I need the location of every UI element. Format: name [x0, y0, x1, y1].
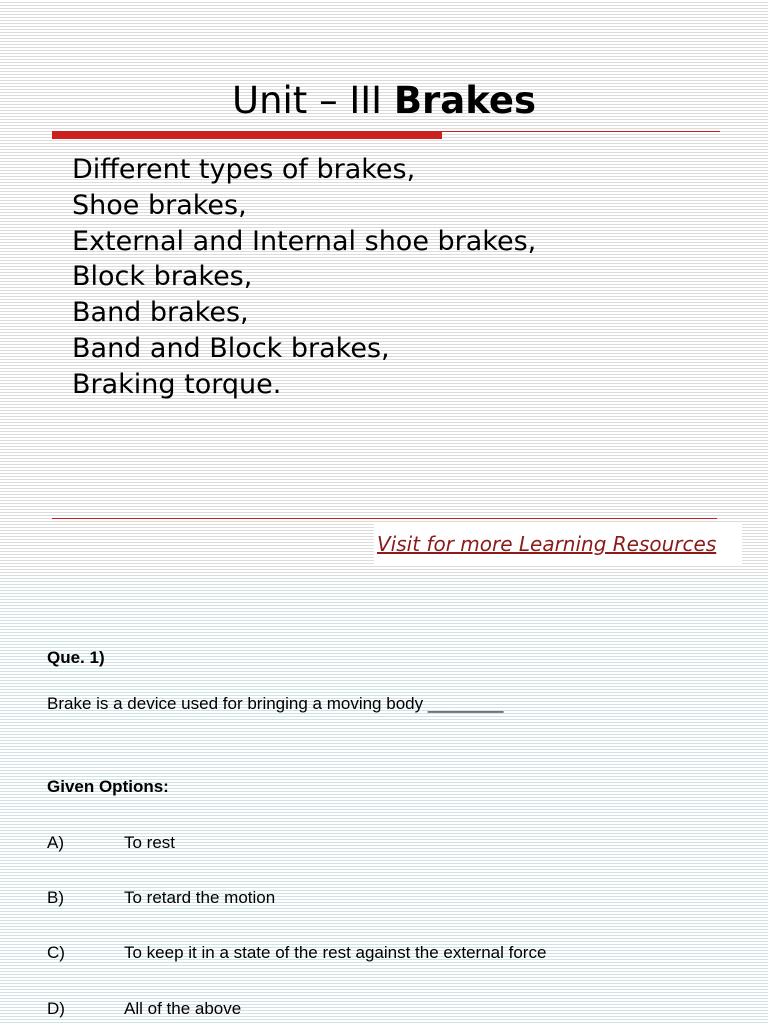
- question-text: Brake is a device used for bringing a moving body ________: [47, 694, 504, 713]
- topic-list: [72, 152, 536, 403]
- option-c[interactable]: [47, 943, 546, 963]
- option-letter: C): [47, 943, 65, 962]
- topic-item: External and Internal shoe brakes,: [72, 225, 537, 257]
- option-letter: D): [47, 999, 65, 1018]
- option-b[interactable]: [47, 888, 275, 908]
- slide-title: [0, 78, 768, 124]
- options-heading: Given Options:: [47, 777, 169, 796]
- option-text: To keep it in a state of the rest against the external force: [124, 943, 547, 962]
- topic-item: Block brakes,: [72, 261, 253, 293]
- topic-item: Braking torque.: [72, 368, 282, 400]
- topic-item: Different types of brakes,: [72, 154, 416, 185]
- option-letter: B): [47, 888, 64, 907]
- topic-item: Band and Block brakes,: [72, 332, 390, 364]
- option-text: To rest: [124, 833, 176, 852]
- question-number: Que. 1): [47, 648, 105, 667]
- learning-resources-box: [374, 522, 742, 564]
- option-text: To retard the motion: [124, 888, 276, 907]
- topic-item: Band brakes,: [72, 297, 249, 329]
- option-letter: A): [47, 833, 64, 852]
- option-text: All of the above: [124, 999, 242, 1018]
- question-panel: [0, 576, 768, 1024]
- option-a[interactable]: [47, 833, 175, 853]
- title-underline-thick: [52, 131, 442, 139]
- slide-title-prefix: Unit – III: [232, 79, 394, 122]
- footer-divider: [52, 518, 717, 519]
- learning-resources-link[interactable]: Visit for more Learning Resources: [377, 532, 717, 556]
- slide-title-bold: Brakes: [393, 79, 536, 122]
- option-d[interactable]: [47, 999, 241, 1019]
- title-underline-thin: [442, 131, 720, 132]
- topic-item: Shoe brakes,: [72, 189, 247, 221]
